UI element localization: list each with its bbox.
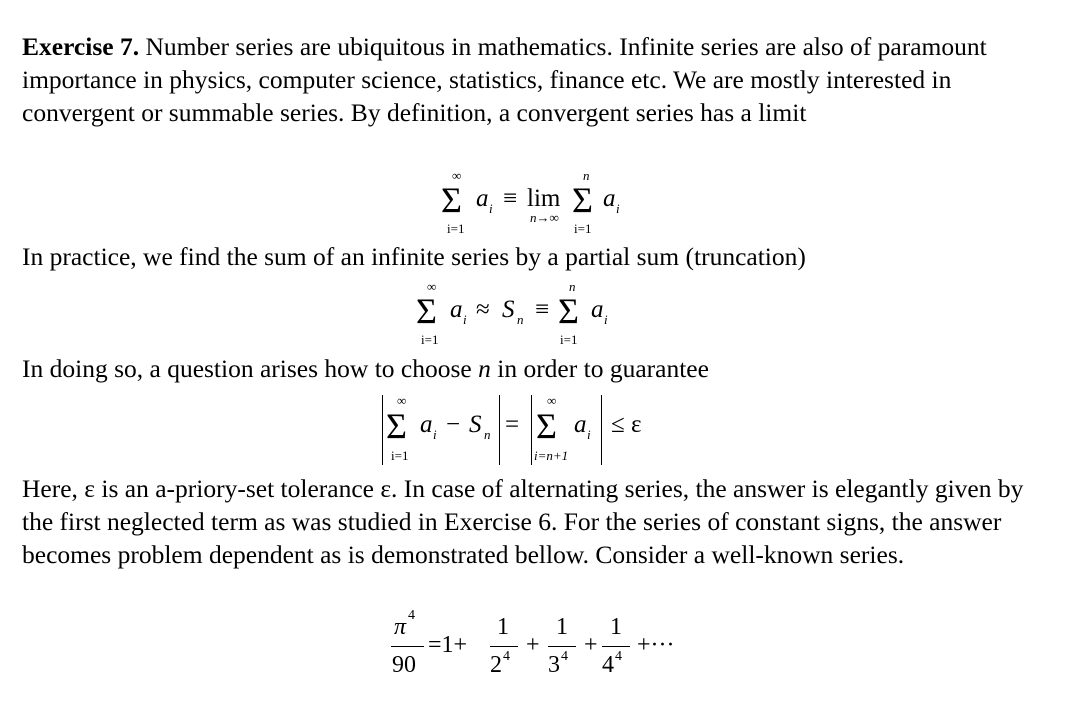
abs-bar xyxy=(499,395,500,465)
numerator: 1 xyxy=(610,614,622,640)
denominator-base: 2 xyxy=(490,652,502,678)
sum-lower-limit: i=1 xyxy=(421,332,439,347)
term-a: a xyxy=(420,411,433,438)
partial-sum-S: S xyxy=(469,411,482,438)
term-a: a xyxy=(603,185,616,212)
term-index: i xyxy=(604,312,608,327)
fraction-line xyxy=(490,646,518,647)
fraction-line xyxy=(391,646,424,647)
lim-subscript: n→∞ xyxy=(530,210,559,225)
abs-bar xyxy=(382,395,383,465)
sum-lower-limit-n1: i=n+1 xyxy=(534,448,569,463)
minus-sign: − xyxy=(446,411,461,438)
intro-paragraph xyxy=(22,30,1042,129)
term-index: i xyxy=(433,427,437,442)
sum-upper-limit-n: n xyxy=(583,168,590,183)
term-index: i xyxy=(587,427,591,442)
variable-n: n xyxy=(478,354,491,383)
tolerance-paragraph: Here, ε is an a-priory-set tolerance ε. In case of alternating series, the answer is elegantly given by the first neglected term as was studied in Exercise 6. For the series of constant signs, the answer becomes problem dependent as is demonstrated bellow. Consider a well-known series. xyxy=(22,474,1024,569)
exponent: 4 xyxy=(503,649,510,664)
numerator: 1 xyxy=(556,614,568,640)
sigma-symbol: Σ xyxy=(416,291,437,331)
equiv-sign: ≡ xyxy=(535,296,550,323)
term-index: i xyxy=(463,312,467,327)
sigma-symbol: Σ xyxy=(558,291,579,331)
term-a: a xyxy=(574,411,587,438)
question-text-start: In doing so, a question arises how to choose xyxy=(22,354,479,383)
exercise-heading: Exercise 7. xyxy=(22,32,140,61)
exponent: 4 xyxy=(615,649,622,664)
sigma-symbol: Σ xyxy=(386,406,407,446)
denominator-base: 4 xyxy=(602,652,614,678)
sum-upper-limit: ∞ xyxy=(397,393,407,408)
sum-upper-limit: ∞ xyxy=(427,279,437,294)
equals-sign: = xyxy=(505,411,520,438)
fraction-line xyxy=(548,646,576,647)
sigma-symbol: Σ xyxy=(441,180,462,220)
approx-sign: ≈ xyxy=(476,296,490,323)
term-index: i xyxy=(489,201,493,216)
question-text-end: in order to guarantee xyxy=(490,354,709,383)
sum-upper-limit: ∞ xyxy=(452,168,462,183)
partial-sum-S: S xyxy=(502,296,515,323)
exponent: 4 xyxy=(561,649,568,664)
intro-text: Number series are ubiquitous in mathematics. Infinite series are also of paramount importance in physics, computer science, statistics, finance etc. We are mostly interested in convergent or summable series. By definition, a convergent series has a limit xyxy=(22,32,987,127)
sum-upper-limit-n: n xyxy=(569,279,576,294)
plus-ellipsis: +··· xyxy=(637,632,675,658)
pi-symbol: π xyxy=(394,614,407,640)
plus-sign: + xyxy=(584,632,598,658)
leq-epsilon: ≤ ε xyxy=(611,411,642,438)
sum-upper-limit: ∞ xyxy=(547,393,557,408)
term-index: i xyxy=(616,201,620,216)
sigma-symbol: Σ xyxy=(572,180,593,220)
equals-one-plus: =1+ xyxy=(428,632,468,658)
equiv-sign: ≡ xyxy=(503,185,518,212)
exponent: 4 xyxy=(408,608,415,623)
partial-sum-index: n xyxy=(517,312,524,327)
practice-paragraph: In practice, we find the sum of an infinite series by a partial sum (truncation) xyxy=(22,242,806,271)
abs-bar xyxy=(531,395,532,465)
partial-sum-index: n xyxy=(484,427,491,442)
denominator: 90 xyxy=(392,652,416,678)
lim-operator: lim xyxy=(527,185,561,212)
denominator-base: 3 xyxy=(548,652,560,678)
plus-sign: + xyxy=(526,632,540,658)
term-a: a xyxy=(591,296,604,323)
abs-bar xyxy=(601,395,602,465)
term-a: a xyxy=(450,296,463,323)
sigma-symbol: Σ xyxy=(536,406,557,446)
sum-lower-limit: i=1 xyxy=(574,221,592,236)
numerator: 1 xyxy=(497,614,509,640)
sum-lower-limit: i=1 xyxy=(391,448,409,463)
term-a: a xyxy=(476,185,489,212)
question-paragraph xyxy=(22,352,1042,385)
fraction-line xyxy=(602,646,630,647)
sum-lower-limit: i=1 xyxy=(447,221,465,236)
sum-lower-limit: i=1 xyxy=(560,332,578,347)
